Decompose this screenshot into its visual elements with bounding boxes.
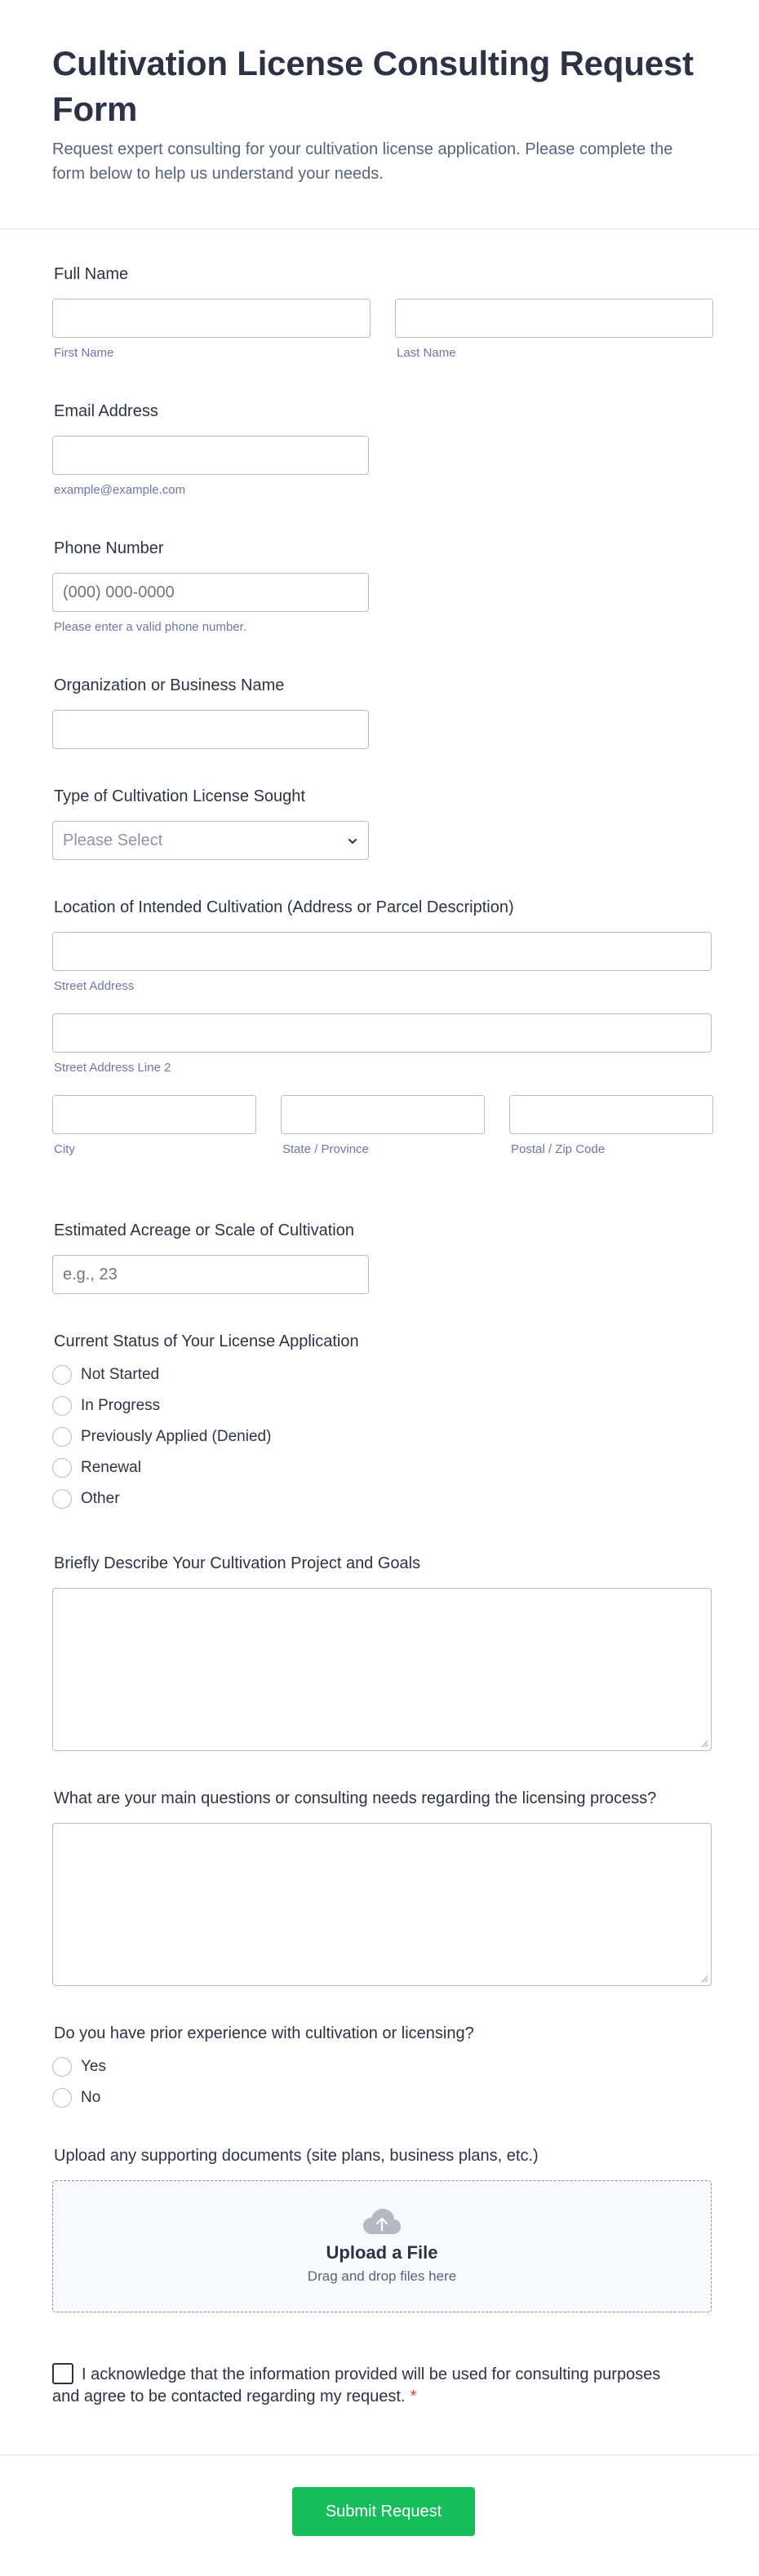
submit-button[interactable]: Submit Request xyxy=(292,2487,475,2536)
status-option-not-started[interactable] xyxy=(52,1359,359,1390)
resize-handle-icon[interactable] xyxy=(700,1975,708,1983)
radio-label: Previously Applied (Denied) xyxy=(81,1428,272,1445)
radio-button[interactable] xyxy=(52,1489,72,1509)
acreage-label: Estimated Acreage or Scale of Cultivation xyxy=(54,1221,354,1239)
phone-input[interactable] xyxy=(52,573,369,612)
radio-button[interactable] xyxy=(52,1396,72,1416)
organization-field xyxy=(52,676,369,749)
questions-textarea[interactable] xyxy=(52,1823,712,1986)
status-option-previously-applied[interactable] xyxy=(52,1421,359,1452)
upload-subtitle: Drag and drop files here xyxy=(307,2268,457,2284)
city-sublabel: City xyxy=(54,1142,75,1156)
location-label: Location of Intended Cultivation (Address or Parcel Description) xyxy=(54,898,514,916)
phone-sublabel: Please enter a valid phone number. xyxy=(54,620,246,634)
status-field xyxy=(52,1332,359,1514)
upload-dropzone[interactable] xyxy=(52,2180,712,2312)
questions-field xyxy=(52,1789,712,1986)
organization-input[interactable] xyxy=(52,710,369,749)
state-input[interactable] xyxy=(281,1095,485,1134)
chevron-down-icon xyxy=(347,836,358,847)
first-name-sublabel: First Name xyxy=(54,346,114,360)
required-mark: * xyxy=(410,2388,417,2405)
status-option-in-progress[interactable] xyxy=(52,1390,359,1421)
radio-button[interactable] xyxy=(52,1365,72,1385)
radio-label: No xyxy=(81,2089,101,2106)
phone-field xyxy=(52,539,369,635)
license-type-label: Type of Cultivation License Sought xyxy=(54,787,305,805)
experience-option-no[interactable] xyxy=(52,2082,474,2113)
radio-button[interactable] xyxy=(52,2088,72,2108)
page-title: Cultivation License Consulting Request Form xyxy=(52,44,694,128)
experience-field xyxy=(52,2024,474,2113)
status-option-other[interactable] xyxy=(52,1483,359,1514)
status-option-renewal[interactable] xyxy=(52,1452,359,1483)
radio-label: Yes xyxy=(81,2058,106,2075)
street-address-line2-sublabel: Street Address Line 2 xyxy=(54,1061,171,1075)
organization-label: Organization or Business Name xyxy=(54,676,285,694)
consent-checkbox[interactable] xyxy=(52,2363,73,2384)
consent-text: I acknowledge that the information provided will be used for consulting purposes and agree to be contacted regarding my request. xyxy=(52,2365,661,2405)
zip-input[interactable] xyxy=(509,1095,713,1134)
radio-button[interactable] xyxy=(52,1427,72,1447)
full-name-field xyxy=(52,264,713,361)
state-sublabel: State / Province xyxy=(282,1142,369,1156)
status-label: Current Status of Your License Application xyxy=(54,1332,359,1350)
radio-label: Other xyxy=(81,1490,120,1507)
license-type-field xyxy=(52,787,369,860)
location-field xyxy=(52,898,713,1157)
email-input[interactable] xyxy=(52,436,369,475)
experience-label: Do you have prior experience with cultivation or licensing? xyxy=(54,2024,474,2042)
radio-button[interactable] xyxy=(52,1458,72,1478)
radio-label: Not Started xyxy=(81,1366,160,1383)
radio-button[interactable] xyxy=(52,2057,72,2077)
radio-label: In Progress xyxy=(81,1397,161,1414)
consent-text-block xyxy=(52,2363,672,2408)
email-field xyxy=(52,401,369,498)
experience-option-yes[interactable] xyxy=(52,2051,474,2082)
project-field xyxy=(52,1554,712,1751)
last-name-sublabel: Last Name xyxy=(397,346,456,360)
license-type-select[interactable] xyxy=(52,821,369,860)
upload-label: Upload any supporting documents (site plans, business plans, etc.) xyxy=(54,2147,539,2165)
email-sublabel: example@example.com xyxy=(54,483,186,497)
street-address-line2-input[interactable] xyxy=(52,1013,712,1053)
form-header xyxy=(0,0,759,229)
license-type-placeholder: Please Select xyxy=(63,831,163,849)
cloud-upload-icon xyxy=(362,2208,402,2236)
first-name-input[interactable] xyxy=(52,299,371,338)
project-textarea[interactable] xyxy=(52,1588,712,1751)
radio-label: Renewal xyxy=(81,1459,141,1476)
project-label: Briefly Describe Your Cultivation Project and Goals xyxy=(54,1554,421,1572)
page-description: Request expert consulting for your cultivation license application. Please complete the form below to help us understand your needs. xyxy=(52,140,673,183)
resize-handle-icon[interactable] xyxy=(700,1740,708,1748)
form-footer xyxy=(0,2454,759,2576)
questions-label: What are your main questions or consulting needs regarding the licensing process? xyxy=(54,1789,657,1807)
email-label: Email Address xyxy=(54,402,158,420)
last-name-input[interactable] xyxy=(395,299,713,338)
phone-label: Phone Number xyxy=(54,539,164,557)
street-address-input[interactable] xyxy=(52,932,712,971)
acreage-input[interactable] xyxy=(52,1255,369,1294)
upload-field xyxy=(52,2146,712,2312)
full-name-label: Full Name xyxy=(54,265,129,283)
city-input[interactable] xyxy=(52,1095,256,1134)
acreage-field xyxy=(52,1221,369,1294)
zip-sublabel: Postal / Zip Code xyxy=(511,1142,606,1156)
street-address-sublabel: Street Address xyxy=(54,979,135,993)
upload-title: Upload a File xyxy=(326,2242,438,2263)
consent-field xyxy=(52,2363,672,2408)
